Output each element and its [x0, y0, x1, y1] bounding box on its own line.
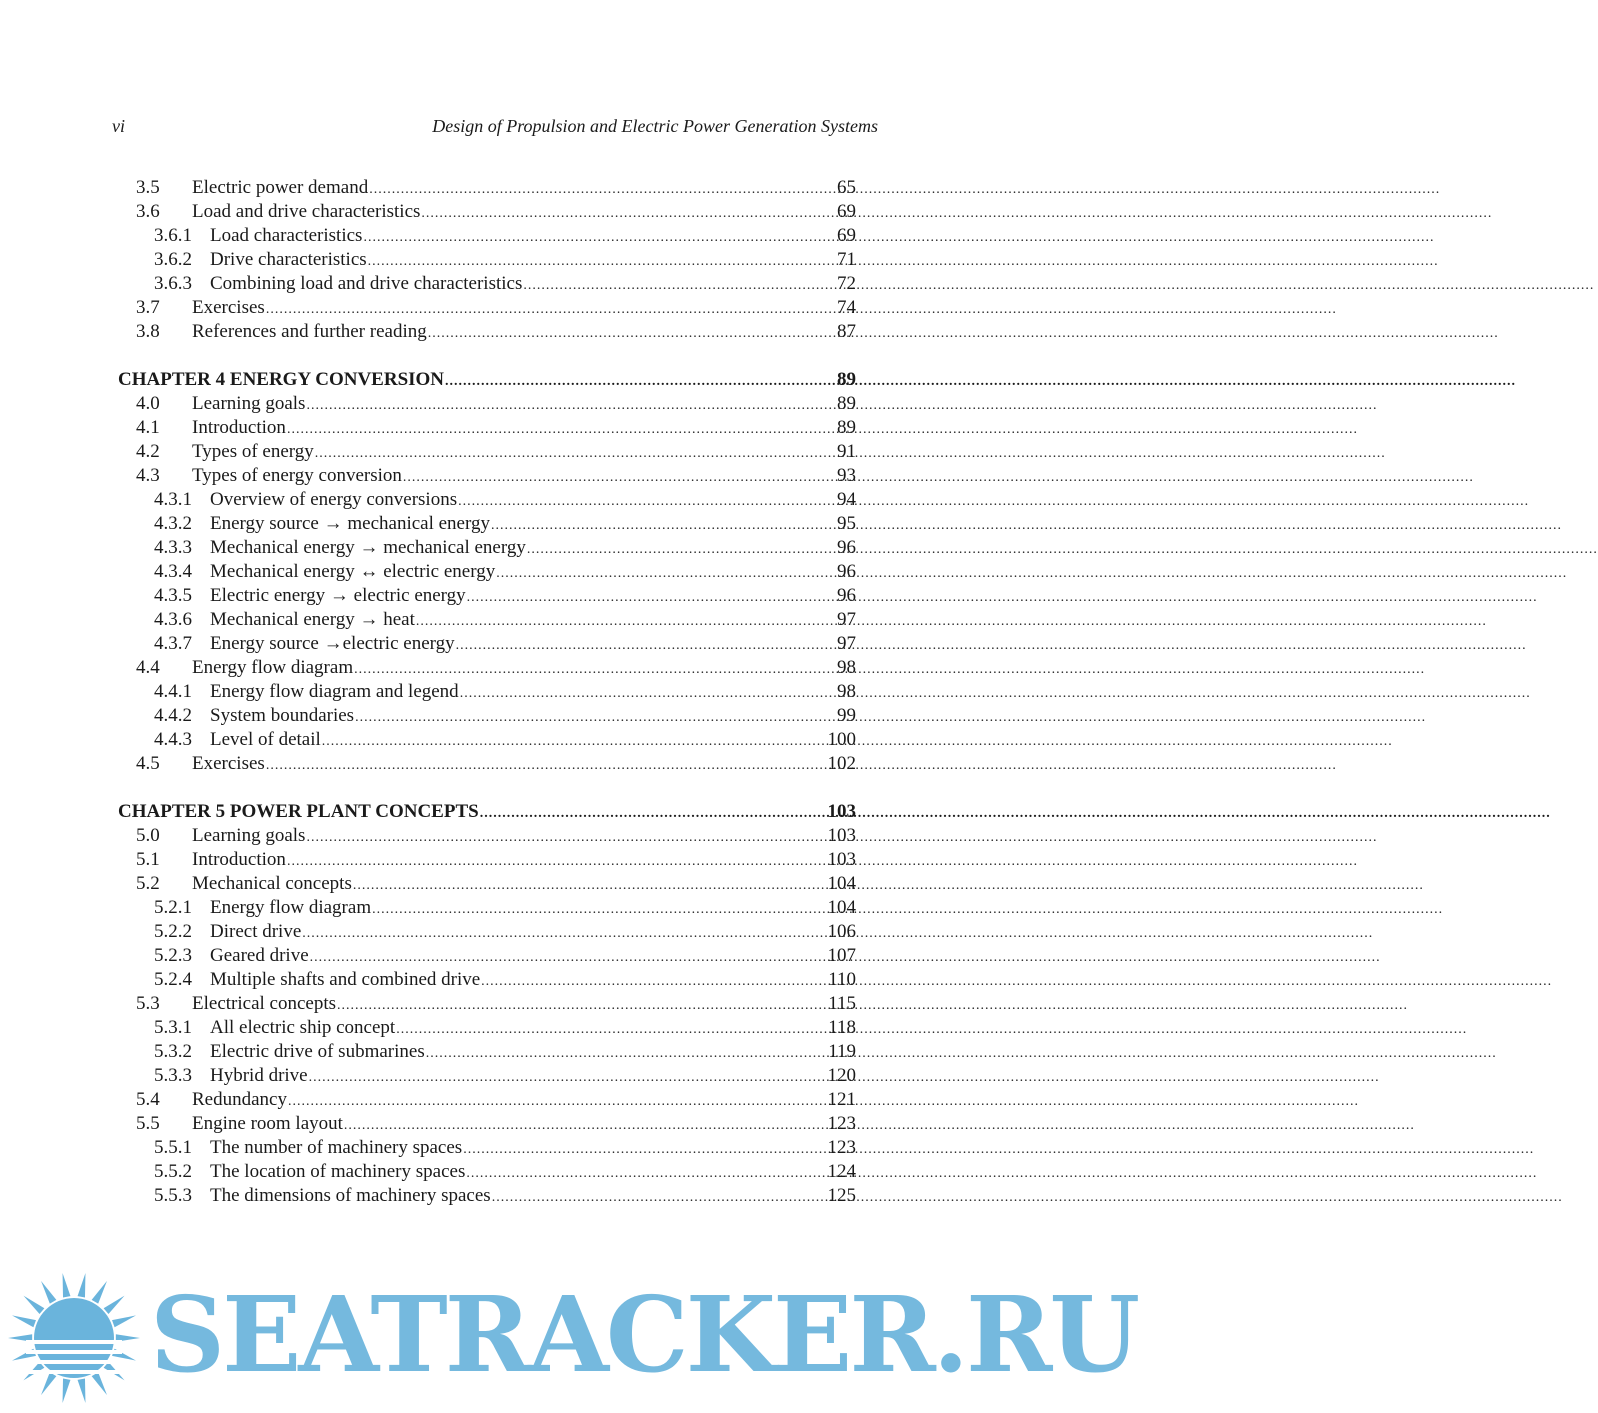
dot-leader: [363, 226, 836, 250]
sun-ray: [112, 1315, 136, 1327]
toc-entry-4-4[interactable]: [118, 656, 856, 680]
toc-entry-3-6-3[interactable]: [118, 272, 856, 296]
sun-ray: [104, 1296, 125, 1314]
toc-entry-title: Exercises: [192, 297, 265, 318]
toc-entry-page: 72: [837, 273, 856, 294]
toc-entry-4-3-6[interactable]: [118, 608, 856, 632]
toc-entry-number: 5.2.3: [154, 945, 192, 966]
dot-leader: [421, 202, 836, 226]
chapter-page: 103: [827, 801, 856, 822]
toc-entry-page: 106: [827, 921, 856, 942]
dot-leader: [266, 298, 836, 322]
toc-entry-5-2-4[interactable]: [118, 968, 856, 992]
chapter-page: 89: [837, 369, 856, 390]
toc-entry-page: 87: [837, 321, 856, 342]
toc-entry-title: The number of machinery spaces: [210, 1137, 463, 1158]
toc-entry-page: 99: [837, 705, 856, 726]
table-of-contents: [118, 176, 856, 1208]
toc-entry-title: Electric drive of submarines: [210, 1041, 425, 1062]
toc-entry-number: 4.1: [136, 417, 160, 438]
sun-ray: [23, 1296, 44, 1314]
toc-entry-title: Combining load and drive characteristics: [210, 273, 523, 294]
toc-entry-page: 69: [837, 225, 856, 246]
toc-entry-5-2[interactable]: [118, 872, 856, 896]
toc-entry-title: Electric energy → electric energy: [210, 585, 466, 606]
dot-leader: [315, 442, 836, 466]
watermark: [0, 1262, 1138, 1413]
toc-entry-title: Energy source → mechanical energy: [210, 513, 490, 534]
toc-entry-4-3-5[interactable]: [118, 584, 856, 608]
toc-entry-page: 98: [837, 657, 856, 678]
sun-logo-icon: [6, 1270, 142, 1406]
toc-entry-page: 104: [827, 873, 856, 894]
dot-leader: [491, 514, 836, 538]
toc-entry-page: 93: [837, 465, 856, 486]
toc-entry-title: Types of energy conversion: [192, 465, 402, 486]
toc-entry-title: Electrical concepts: [192, 993, 337, 1014]
chapter-title: CHAPTER 5 POWER PLANT CONCEPTS: [118, 801, 479, 822]
toc-entry-4-0[interactable]: [118, 392, 856, 416]
sun-ray: [78, 1379, 86, 1403]
dot-leader: [481, 970, 827, 994]
toc-entry-number: 5.4: [136, 1089, 160, 1110]
toc-entry-number: 5.3: [136, 993, 160, 1014]
toc-entry-title: Direct drive: [210, 921, 302, 942]
toc-entry-5-5[interactable]: [118, 1112, 856, 1136]
dot-leader: [467, 586, 836, 610]
dot-leader: [416, 610, 836, 634]
toc-entry-page: 102: [827, 753, 856, 774]
sun-ray: [92, 1281, 107, 1304]
toc-entry-number: 4.3.4: [154, 561, 192, 582]
toc-entry-title: Energy flow diagram: [192, 657, 354, 678]
toc-entry-5-3[interactable]: [118, 992, 856, 1016]
dot-leader: [496, 562, 836, 586]
toc-entry-number: 3.6: [136, 201, 160, 222]
toc-entry-3-5[interactable]: [118, 176, 856, 200]
toc-entry-title: Drive characteristics: [210, 249, 367, 270]
toc-entry-page: 91: [837, 441, 856, 462]
toc-entry-number: 4.3.5: [154, 585, 192, 606]
toc-entry-4-3-4[interactable]: [118, 560, 856, 584]
dot-leader: [428, 322, 836, 346]
toc-entry-page: 96: [837, 585, 856, 606]
toc-entry-title: Energy flow diagram and legend: [210, 681, 459, 702]
toc-entry-4-3-1[interactable]: [118, 488, 856, 512]
dot-leader: [403, 466, 836, 490]
toc-entry-page: 97: [837, 633, 856, 654]
dot-leader: [492, 1186, 827, 1210]
toc-entry-number: 4.3.3: [154, 537, 192, 558]
dot-leader: [460, 682, 836, 706]
dot-leader: [527, 538, 836, 562]
dot-leader: [523, 274, 836, 298]
toc-entry-title: Geared drive: [210, 945, 309, 966]
dot-leader: [369, 178, 836, 202]
dot-leader: [354, 658, 836, 682]
toc-entry-page: 97: [837, 609, 856, 630]
sun-ray: [78, 1273, 86, 1297]
dot-leader: [396, 1018, 827, 1042]
toc-entry-3-6-2[interactable]: [118, 248, 856, 272]
toc-entry-number: 5.1: [136, 849, 160, 870]
toc-entry-title: Load characteristics: [210, 225, 363, 246]
toc-entry-number: 5.2: [136, 873, 160, 894]
toc-entry-page: 118: [828, 1017, 856, 1038]
sun-ray: [12, 1315, 36, 1327]
toc-entry-5-1[interactable]: [118, 848, 856, 872]
toc-entry-5-4[interactable]: [118, 1088, 856, 1112]
toc-entry-page: 125: [827, 1185, 856, 1206]
toc-entry-title: Overview of energy conversions: [210, 489, 458, 510]
toc-entry-number: 4.3.2: [154, 513, 192, 534]
toc-entry-number: 5.5.2: [154, 1161, 192, 1182]
toc-entry-number: 4.4.3: [154, 729, 192, 750]
toc-entry-number: 4.4.2: [154, 705, 192, 726]
toc-entry-number: 4.5: [136, 753, 160, 774]
toc-entry-number: 4.4.1: [154, 681, 192, 702]
toc-entry-3-6-1[interactable]: [118, 224, 856, 248]
dot-leader: [426, 1042, 827, 1066]
toc-entry-5-3-2[interactable]: [118, 1040, 856, 1064]
toc-entry-number: 5.5.1: [154, 1137, 192, 1158]
toc-entry-page: 123: [827, 1113, 856, 1134]
toc-entry-number: 3.6.2: [154, 249, 192, 270]
toc-entry-title: Hybrid drive: [210, 1065, 308, 1086]
toc-entry-5-3-1[interactable]: [118, 1016, 856, 1040]
toc-entry-page: 98: [837, 681, 856, 702]
toc-entry-page: 100: [827, 729, 856, 750]
dot-leader: [322, 730, 827, 754]
toc-entry-page: 120: [827, 1065, 856, 1086]
toc-entry-title: Introduction: [192, 849, 286, 870]
toc-entry-number: 5.5.3: [154, 1185, 192, 1206]
dot-leader: [288, 1090, 827, 1114]
toc-entry-4-2[interactable]: [118, 440, 856, 464]
dot-leader: [368, 250, 836, 274]
toc-entry-number: 5.5: [136, 1113, 160, 1134]
toc-entry-4-4-3[interactable]: [118, 728, 856, 752]
toc-entry-4-5[interactable]: [118, 752, 856, 776]
toc-entry-title: Engine room layout: [192, 1113, 343, 1134]
toc-entry-title: Types of energy: [192, 441, 314, 462]
toc-entry-3-7[interactable]: [118, 296, 856, 320]
toc-entry-title: Learning goals: [192, 393, 306, 414]
toc-entry-page: 69: [837, 201, 856, 222]
running-title: Design of Propulsion and Electric Power Generation Systems: [432, 116, 878, 136]
toc-entry-4-3-3[interactable]: [118, 536, 856, 560]
toc-entry-number: 4.4: [136, 657, 160, 678]
toc-entry-title: Mechanical energy → mechanical energy: [210, 537, 526, 558]
chapter-title: CHAPTER 4 ENERGY CONVERSION: [118, 369, 445, 390]
watermark-text: SEATRACKER.RU: [150, 1273, 1138, 1396]
toc-entry-number: 3.6.1: [154, 225, 192, 246]
toc-entry-title: Load and drive characteristics: [192, 201, 421, 222]
toc-entry-title: References and further reading: [192, 321, 427, 342]
sun-ray: [41, 1281, 56, 1304]
page-header: [112, 116, 878, 144]
toc-entry-title: Mechanical energy → heat: [210, 609, 415, 630]
toc-entry-3-8[interactable]: [118, 320, 856, 344]
toc-entry-page: 107: [827, 945, 856, 966]
toc-entry-number: 5.0: [136, 825, 160, 846]
toc-entry-page: 123: [827, 1137, 856, 1158]
toc-entry-number: 3.7: [136, 297, 160, 318]
page-number: vi: [112, 116, 125, 136]
toc-entry-4-3[interactable]: [118, 464, 856, 488]
toc-entry-3-6[interactable]: [118, 200, 856, 224]
dot-leader: [445, 370, 836, 394]
toc-entry-title: Introduction: [192, 417, 286, 438]
dot-leader: [466, 1162, 826, 1186]
toc-entry-number: 5.2.2: [154, 921, 192, 942]
toc-entry-number: 3.8: [136, 321, 160, 342]
toc-entry-title: Learning goals: [192, 825, 306, 846]
toc-entry-4-4-2[interactable]: [118, 704, 856, 728]
toc-entry-number: 4.3.1: [154, 489, 192, 510]
toc-entry-page: 103: [827, 825, 856, 846]
dot-leader: [302, 922, 826, 946]
toc-entry-5-2-3[interactable]: [118, 944, 856, 968]
toc-entry-number: 4.2: [136, 441, 160, 462]
dot-leader: [480, 802, 827, 826]
dot-leader: [458, 490, 836, 514]
sun-ray: [63, 1379, 71, 1403]
toc-entry-title: Mechanical concepts: [192, 873, 352, 894]
toc-entry-5-2-2[interactable]: [118, 920, 856, 944]
dot-leader: [309, 1066, 827, 1090]
toc-entry-4-4-1[interactable]: [118, 680, 856, 704]
toc-entry-title: Energy flow diagram: [210, 897, 372, 918]
toc-entry-page: 103: [827, 849, 856, 870]
toc-entry-title: Electric power demand: [192, 177, 369, 198]
toc-entry-page: 96: [837, 561, 856, 582]
toc-entry-number: 5.3.1: [154, 1017, 192, 1038]
toc-entry-4-1[interactable]: [118, 416, 856, 440]
toc-entry-page: 89: [837, 393, 856, 414]
toc-entry-number: 3.5: [136, 177, 160, 198]
toc-entry-title: The dimensions of machinery spaces: [210, 1185, 491, 1206]
toc-entry-title: All electric ship concept: [210, 1017, 396, 1038]
toc-entry-title: Multiple shafts and combined drive: [210, 969, 481, 990]
toc-entry-page: 104: [827, 897, 856, 918]
toc-entry-number: 5.3.2: [154, 1041, 192, 1062]
dot-leader: [306, 394, 836, 418]
toc-entry-5-0[interactable]: [118, 824, 856, 848]
toc-entry-title: Redundancy: [192, 1089, 287, 1110]
toc-entry-5-5-1[interactable]: [118, 1136, 856, 1160]
dot-leader: [344, 1114, 827, 1138]
toc-entry-title: Mechanical energy ↔ electric energy: [210, 561, 496, 582]
toc-entry-5-5-3[interactable]: [118, 1184, 856, 1208]
toc-entry-title: Level of detail: [210, 729, 321, 750]
toc-entry-4-3-7[interactable]: [118, 632, 856, 656]
dot-leader: [463, 1138, 826, 1162]
toc-entry-page: 115: [828, 993, 856, 1014]
toc-entry-number: 5.2.1: [154, 897, 192, 918]
toc-entry-title: Energy source →electric energy: [210, 633, 455, 654]
toc-entry-page: 96: [837, 537, 856, 558]
dot-leader: [287, 418, 836, 442]
toc-entry-number: 5.3.3: [154, 1065, 192, 1086]
sun-ray: [92, 1372, 107, 1395]
toc-chapter-4[interactable]: [118, 368, 856, 392]
sun-ray: [41, 1372, 56, 1395]
toc-entry-number: 4.3: [136, 465, 160, 486]
toc-entry-page: 65: [837, 177, 856, 198]
dot-leader: [355, 706, 836, 730]
toc-entry-page: 110: [828, 969, 856, 990]
toc-entry-page: 94: [837, 489, 856, 510]
toc-entry-page: 124: [827, 1161, 856, 1182]
toc-entry-page: 74: [837, 297, 856, 318]
toc-entry-5-5-2[interactable]: [118, 1160, 856, 1184]
dot-leader: [337, 994, 827, 1018]
toc-entry-title: The location of machinery spaces: [210, 1161, 466, 1182]
toc-entry-title: System boundaries: [210, 705, 355, 726]
toc-chapter-5[interactable]: [118, 800, 856, 824]
toc-entry-page: 119: [828, 1041, 856, 1062]
toc-entry-number: 4.0: [136, 393, 160, 414]
toc-entry-page: 95: [837, 513, 856, 534]
toc-entry-5-2-1[interactable]: [118, 896, 856, 920]
dot-leader: [266, 754, 827, 778]
toc-entry-4-3-2[interactable]: [118, 512, 856, 536]
dot-leader: [287, 850, 827, 874]
dot-leader: [306, 826, 826, 850]
dot-leader: [310, 946, 827, 970]
dot-leader: [372, 898, 826, 922]
dot-leader: [353, 874, 827, 898]
toc-entry-number: 3.6.3: [154, 273, 192, 294]
toc-entry-page: 121: [827, 1089, 856, 1110]
toc-entry-number: 4.3.6: [154, 609, 192, 630]
toc-entry-page: 89: [837, 417, 856, 438]
toc-entry-page: 71: [837, 249, 856, 270]
toc-entry-5-3-3[interactable]: [118, 1064, 856, 1088]
dot-leader: [456, 634, 836, 658]
toc-entry-number: 5.2.4: [154, 969, 192, 990]
toc-entry-number: 4.3.7: [154, 633, 192, 654]
toc-entry-title: Exercises: [192, 753, 265, 774]
sun-ray: [63, 1273, 71, 1297]
